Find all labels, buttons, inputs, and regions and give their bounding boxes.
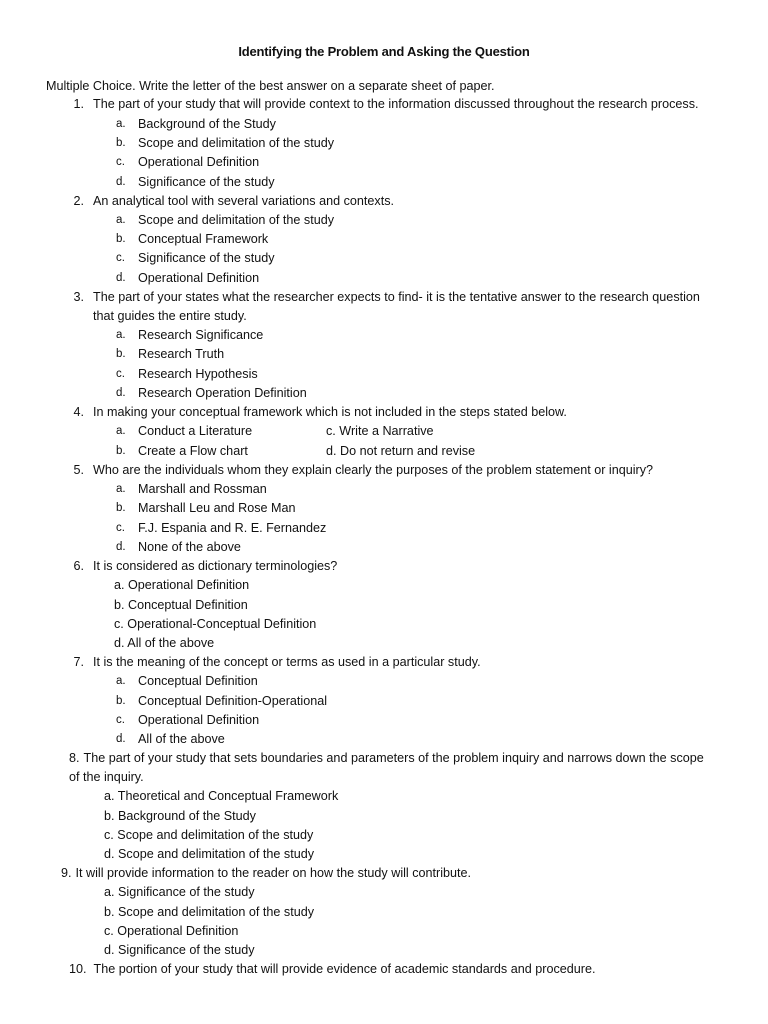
option: d. Significance of the study	[104, 943, 255, 957]
question-text-continued: that guides the entire study.	[93, 309, 247, 323]
question-text: The part of your study that will provide context to the information discussed throughout the research process.	[93, 97, 699, 111]
option: c. F.J. Espania and R. E. Fernandez	[116, 521, 327, 535]
question-4	[60, 404, 567, 420]
option: b. Scope and delimitation of the study	[116, 136, 335, 150]
option: b. Conceptual Definition	[114, 598, 248, 612]
question-text: An analytical tool with several variations and contexts.	[93, 194, 395, 208]
option: c. Scope and delimitation of the study	[104, 828, 314, 842]
option: d. All of the above	[114, 636, 215, 650]
document-title: Identifying the Problem and Asking the Question	[238, 44, 530, 59]
option: d. Significance of the study	[116, 175, 275, 189]
option: a. Operational Definition	[114, 578, 250, 592]
option-row: a. Conduct a Literature c. Write a Narrative	[116, 424, 434, 438]
option: c. Research Hypothesis	[116, 367, 258, 381]
option: c. Operational Definition	[116, 713, 260, 727]
option: d. Operational Definition	[116, 271, 260, 285]
option: a. Marshall and Rossman	[116, 482, 267, 496]
option: d. Research Operation Definition	[116, 386, 307, 400]
question-number: 4.	[73, 405, 84, 419]
question-1	[60, 96, 699, 112]
question-5	[60, 462, 653, 478]
question-text: The portion of your study that will provide evidence of academic standards and procedure.	[93, 962, 596, 976]
question-number: 2.	[73, 194, 84, 208]
option: d. All of the above	[116, 732, 225, 746]
question-number: 6.	[73, 559, 84, 573]
option-row: b. Create a Flow chart d. Do not return and revise	[116, 444, 476, 458]
question-text: The part of your states what the researcher expects to find- it is the tentative answer to the research question	[93, 290, 700, 304]
question-number: 5.	[73, 463, 84, 477]
question-text: In making your conceptual framework which is not included in the steps stated below.	[93, 405, 567, 419]
option: a. Scope and delimitation of the study	[116, 213, 335, 227]
option: b. Scope and delimitation of the study	[104, 905, 315, 919]
option: b. Background of the Study	[104, 809, 256, 823]
question-number: 1.	[73, 97, 84, 111]
question-number: 7.	[73, 655, 84, 669]
option: c. Write a Narrative	[326, 424, 434, 438]
option: a. Research Significance	[116, 328, 264, 342]
option: b. Conceptual Framework	[116, 232, 269, 246]
option: c. Significance of the study	[116, 251, 275, 265]
question-number: 3.	[73, 290, 84, 304]
option: b. Conceptual Definition-Operational	[116, 694, 328, 708]
question-text: The part of your study that sets boundaries and parameters of the problem inquiry and narrows down the scope	[83, 751, 704, 765]
option: b. Research Truth	[116, 347, 225, 361]
option: d. None of the above	[116, 540, 241, 554]
question-number: 10.	[69, 962, 87, 976]
question-text: It is considered as dictionary terminologies?	[93, 559, 338, 573]
question-text: It is the meaning of the concept or terms as used in a particular study.	[93, 655, 481, 669]
question-text: Who are the individuals whom they explain clearly the purposes of the problem statement or inquiry?	[93, 463, 654, 477]
option: d. Scope and delimitation of the study	[104, 847, 315, 861]
option: d. Do not return and revise	[326, 444, 476, 458]
question-text-continued: of the inquiry.	[69, 770, 144, 784]
option: a. Significance of the study	[104, 885, 255, 899]
option: a. Background of the Study	[116, 117, 276, 131]
question-6	[60, 558, 337, 574]
question-10	[69, 961, 595, 977]
question-2	[60, 193, 394, 209]
option: c. Operational-Conceptual Definition	[114, 617, 317, 631]
question-number: 9.	[61, 866, 72, 880]
option: a. Theoretical and Conceptual Framework	[104, 789, 339, 803]
question-3	[60, 289, 700, 305]
option: c. Operational Definition	[116, 155, 260, 169]
question-9	[61, 865, 471, 881]
option: c. Operational Definition	[104, 924, 239, 938]
question-7	[60, 654, 481, 670]
question-text: It will provide information to the reader on how the study will contribute.	[75, 866, 472, 880]
question-8	[69, 750, 704, 766]
instructions: Multiple Choice. Write the letter of the best answer on a separate sheet of paper.	[46, 79, 495, 93]
option: a. Conceptual Definition	[116, 674, 258, 688]
option: b. Marshall Leu and Rose Man	[116, 501, 296, 515]
question-number: 8.	[69, 751, 80, 765]
